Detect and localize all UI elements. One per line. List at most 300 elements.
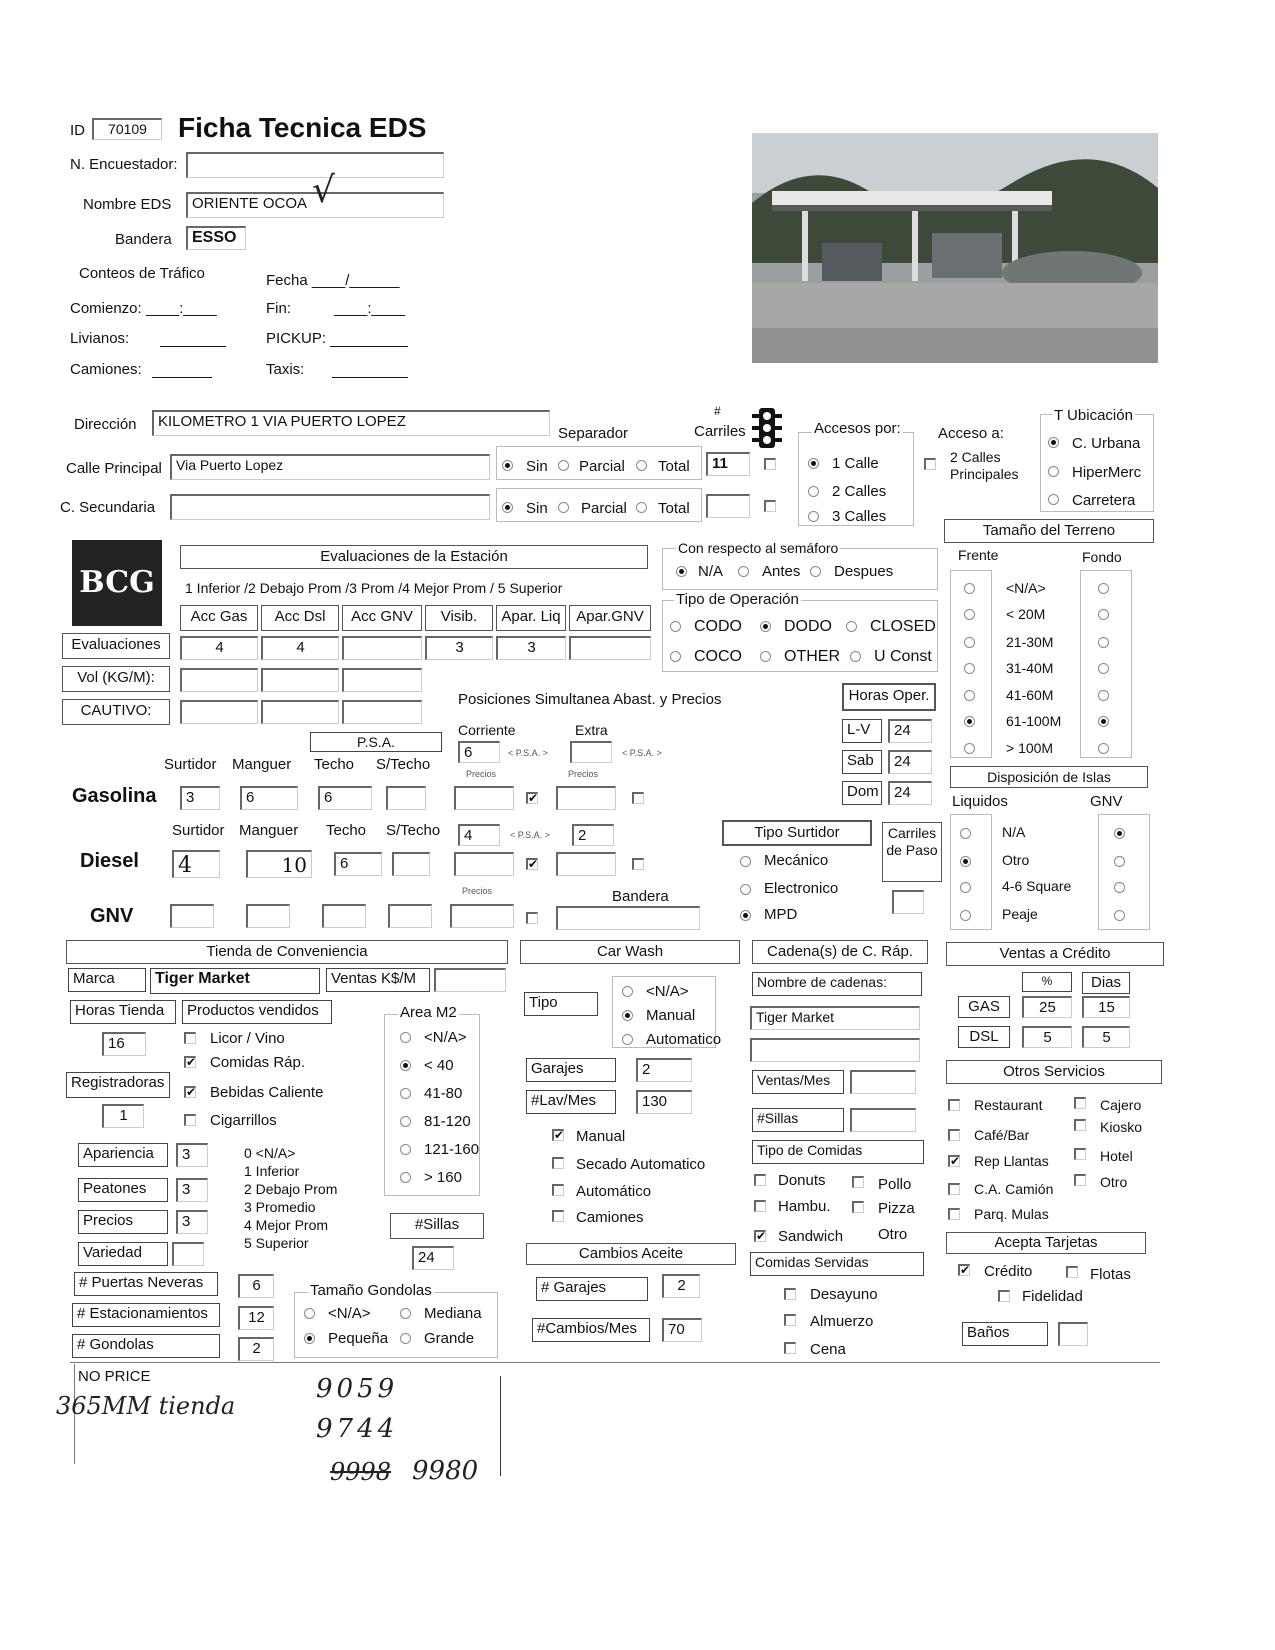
eval-apar-liq[interactable]: 3 [496,636,566,660]
islas-liq-box [950,814,992,930]
carriles-field-2[interactable] [706,494,750,518]
gas-head-stecho: S/Techo [376,756,431,773]
note-hand-5: 9980 [412,1456,479,1486]
garajes-field[interactable]: 2 [636,1058,692,1082]
terreno-option-2: 21-30M [1006,634,1054,650]
note-hand-bracket [500,1376,503,1476]
credito-pct-header: % [1022,972,1072,992]
radio-carretera[interactable] [1048,494,1059,505]
horas-dom-field[interactable]: 24 [888,781,932,805]
checkbox-pizza[interactable] [852,1201,864,1213]
semaforo-title: Con respecto al semáforo [678,540,839,556]
terreno-option-6: > 100M [1006,740,1054,756]
radio-semaforo-na[interactable] [676,566,687,577]
radio-islas-gnv-1[interactable] [1114,856,1125,867]
otros-left-2: Rep Llantas [974,1153,1049,1169]
radio-islas-liq-1[interactable] [960,856,971,867]
checkbox-cw-manual[interactable]: ✔ [554,1128,565,1142]
radio-frente-0[interactable] [964,583,975,594]
acceso-a-option: 2 Calles Principales [950,449,1019,482]
radio-u-const[interactable] [850,651,861,662]
radio-frente-5[interactable] [964,716,975,727]
radio-carwash-automatico[interactable] [622,1034,633,1045]
otros-right-1: Kiosko [1100,1119,1143,1135]
bandera-field[interactable]: ESSO [186,226,246,250]
fin-blank: ____:____ [334,300,405,317]
dsl-surtidor[interactable]: 4 [172,850,220,878]
pickup-label: PICKUP: [266,330,327,347]
variedad-field[interactable] [172,1242,204,1266]
aceite-title: Cambios Aceite [526,1243,736,1265]
marca-label: Marca [68,968,146,992]
col-acc-gnv: Acc GNV [342,605,422,631]
station-photo [752,133,1158,363]
carriles-checkbox-1[interactable] [764,458,776,470]
radio-parcial-1[interactable] [558,460,569,471]
radio-frente-1[interactable] [964,609,975,620]
credito-dsl-pct[interactable]: 5 [1022,1026,1072,1048]
carriles-paso-field[interactable] [892,890,924,914]
radio-fondo-0[interactable] [1098,583,1109,594]
gnv-surtidor[interactable] [170,904,214,928]
gnv-manguer[interactable] [246,904,290,928]
traffic-light-icon [752,408,782,448]
sillas-tienda-label: #Sillas [390,1213,484,1239]
dsl-head-techo: Techo [326,822,367,839]
comidas-servidas-label: Comidas Servidas [750,1252,924,1276]
gondolas-label: # Gondolas [72,1334,220,1358]
cadena-nombre-field-2[interactable] [750,1038,920,1062]
radio-codo[interactable] [670,621,681,632]
area-option-2: 41-80 [424,1085,463,1102]
area-title: Area M2 [400,1004,457,1021]
area-option-1: < 40 [424,1057,454,1074]
psa-small-3: < P.S.A. > [510,830,550,840]
psa-corriente-gas[interactable]: 6 [458,741,500,763]
nombre-field[interactable]: ORIENTE OCOA [186,192,444,218]
cadena-nombre-label: Nombre de cadenas: [752,972,922,996]
checkbox-cw-secado[interactable] [552,1157,564,1169]
radio-frente-2[interactable] [964,637,975,648]
psa-extra-gas[interactable] [570,741,612,763]
estacionamientos-field[interactable]: 12 [238,1306,274,1330]
dsl-techo[interactable]: 6 [334,852,382,876]
note-hand-2: 9059 [316,1374,399,1404]
radio-frente-3[interactable] [964,663,975,674]
radio-mpd[interactable] [740,910,751,921]
aceite-garajes-label: # Garajes [536,1277,648,1301]
radio-closed[interactable] [846,621,857,632]
productos-label: Productos vendidos [182,1000,332,1024]
radio-fondo-3[interactable] [1098,663,1109,674]
comida-otro: Otro [878,1226,908,1243]
gas-stecho[interactable] [386,786,426,810]
checkbox-fidelidad[interactable] [998,1290,1010,1302]
radio-2-calles[interactable] [808,486,819,497]
cautivo-dsl[interactable] [261,700,339,724]
option-electronico: Electronico [764,880,839,897]
puertas-field[interactable]: 6 [238,1274,274,1298]
radio-1-calle[interactable] [808,458,819,469]
radio-c-urbana[interactable] [1048,437,1059,448]
islas-gnv: GNV [1090,793,1123,810]
cadena-sillas-label: #Sillas [752,1108,844,1132]
option-carretera: Carretera [1072,492,1136,509]
psa-extra-dsl[interactable]: 2 [572,824,614,846]
comida-pollo: Pollo [878,1176,912,1193]
lav-mes-field[interactable]: 130 [636,1090,692,1114]
fin-label: Fin: [266,300,292,317]
col-acc-gas: Acc Gas [180,605,258,631]
option-u-const: U Const [874,648,932,665]
radio-3-calles[interactable] [808,511,819,522]
otros-right-2: Hotel [1100,1148,1133,1164]
option-semaforo-antes: Antes [762,563,801,580]
radio-area-1[interactable] [400,1060,411,1071]
tipo-comidas-label: Tipo de Comidas [752,1140,924,1164]
radio-fondo-4[interactable] [1098,690,1109,701]
radio-area-2[interactable] [400,1088,411,1099]
evaluaciones-title: Evaluaciones de la Estación [180,545,648,569]
cautivo-gas[interactable] [180,700,258,724]
carriles-label: Carriles [694,423,746,440]
evaluaciones-scale: 1 Inferior /2 Debajo Prom /3 Prom /4 Mejor Prom / 5 Superior [185,580,563,596]
gnv-checkbox[interactable] [526,912,538,924]
horas-title: Horas Oper. [842,683,936,711]
radio-islas-liq-0[interactable] [960,828,971,839]
vol-gnv[interactable] [342,668,422,692]
producto-bebidas: Bebidas Caliente [210,1084,324,1101]
terreno-fondo: Fondo [1082,549,1122,565]
producto-licor: Licor / Vino [210,1030,285,1047]
diesel-label: Diesel [80,850,139,872]
gas-surtidor[interactable]: 3 [180,786,220,810]
credito-gas-dias[interactable]: 15 [1082,996,1130,1018]
checkbox-otros-right-3[interactable] [1074,1174,1086,1186]
checkbox-sandwich[interactable]: ✔ [756,1229,767,1243]
checkbox-otros-right-2[interactable] [1074,1148,1086,1160]
checkbox-bebidas[interactable]: ✔ [186,1085,197,1099]
notes-typed: NO PRICE [78,1368,151,1385]
credito-gas-label: GAS [958,996,1010,1018]
radio-gondola-na[interactable] [304,1308,315,1319]
dsl-checkbox-2[interactable] [632,858,644,870]
dsl-manguer[interactable]: 10 [246,850,312,878]
checkbox-otros-right-0[interactable] [1074,1097,1086,1109]
banos-field[interactable] [1058,1322,1088,1346]
dsl-checkbox-1[interactable]: ✔ [528,857,539,871]
gas-precio-corriente[interactable] [454,786,514,810]
dsl-precio-corriente[interactable] [454,852,514,876]
aceite-cambios-field[interactable]: 70 [662,1318,702,1342]
option-carwash-na: <N/A> [646,983,689,1000]
eval-acc-gnv[interactable] [342,636,422,660]
islas-option-3: Peaje [1002,906,1038,922]
gondolas-field[interactable]: 2 [238,1337,274,1361]
option-gondola-pequena: Pequeña [328,1330,389,1347]
radio-carwash-manual[interactable] [622,1010,633,1021]
option-other: OTHER [784,648,840,665]
extra-label: Extra [575,722,608,738]
option-semaforo-despues: Despues [834,563,894,580]
terreno-frente: Frente [958,547,999,563]
radio-islas-gnv-3[interactable] [1114,910,1125,921]
corriente-label: Corriente [458,722,516,738]
calle-secundaria-field[interactable] [170,494,490,520]
radio-area-3[interactable] [400,1116,411,1127]
gas-precio-extra[interactable] [556,786,616,810]
cadena-ventas-field[interactable] [850,1070,916,1094]
psa-small-2: < P.S.A. > [622,748,662,758]
otros-left-4: Parq. Mulas [974,1206,1049,1222]
radio-fondo-1[interactable] [1098,609,1109,620]
marca-field[interactable]: Tiger Market [150,968,320,994]
horas-lv-field[interactable]: 24 [888,719,932,743]
radio-gondola-pequena[interactable] [304,1333,315,1344]
gas-head-manguer: Manguer [232,756,292,773]
option-hipermerc: HiperMerc [1072,464,1142,481]
psa-small-1: < P.S.A. > [508,748,548,758]
note-hand-3: 9744 [316,1414,399,1444]
option-closed: CLOSED [870,618,936,635]
cadena-ventas-label: Ventas/Mes [752,1070,844,1094]
precios-field[interactable]: 3 [176,1210,208,1234]
radio-carwash-na[interactable] [622,986,633,997]
surtidor-title: Tipo Surtidor [722,820,872,846]
bandera-gnv-label: Bandera [612,888,669,905]
radio-semaforo-antes[interactable] [738,566,749,577]
radio-sin-1[interactable] [502,460,513,471]
col-apar-liq: Apar. Liq [496,605,566,631]
eval-acc-gas[interactable]: 4 [180,636,258,660]
posiciones-title: Posiciones Simultanea Abast. y Precios [458,691,722,708]
islas-liquidos: Liquidos [952,793,1008,810]
radio-total-1[interactable] [636,460,647,471]
ubicacion-title: T Ubicación [1054,407,1133,424]
psa-corriente-dsl[interactable]: 4 [458,824,500,846]
radio-islas-gnv-0[interactable] [1114,828,1125,839]
gnv-precio[interactable] [450,904,514,928]
option-c-urbana: C. Urbana [1072,435,1141,452]
comida-pizza: Pizza [878,1200,915,1217]
radio-gondola-mediana[interactable] [400,1308,411,1319]
radio-semaforo-despues[interactable] [810,566,821,577]
eval-acc-dsl[interactable]: 4 [261,636,339,660]
col-apar-gnv: Apar.GNV [569,605,651,631]
radio-hipermerc[interactable] [1048,466,1059,477]
checkbox-desayuno[interactable] [784,1288,796,1300]
checkbox-hambu[interactable] [754,1200,766,1212]
gas-techo[interactable]: 6 [318,786,372,810]
gnv-bandera-field[interactable] [556,906,700,930]
radio-mecanico[interactable] [740,856,751,867]
row-evaluaciones-label: Evaluaciones [62,633,170,659]
traffic-title: Conteos de Tráfico [79,265,205,282]
precios-small-3: Precios [462,886,493,896]
calle-principal-label: Calle Principal [66,460,162,477]
note-hand-4: 9998 [330,1458,392,1486]
tienda-title: Tienda de Conveniencia [66,940,508,964]
radio-area-4[interactable] [400,1144,411,1155]
note-hand-1: 365MM tienda [56,1392,236,1420]
accesos-title: Accesos por: [814,420,901,437]
option-mpd: MPD [764,906,798,923]
carwash-title: Car Wash [520,940,740,964]
checkbox-credito[interactable]: ✔ [960,1263,971,1277]
rating-scale: 0 <N/A> 1 Inferior 2 Debajo Prom 3 Promedio 4 Mejor Prom 5 Superior [244,1145,338,1251]
gas-checkbox-1[interactable]: ✔ [528,791,539,805]
cautivo-gnv[interactable] [342,700,422,724]
cw-service-automatico: Automático [576,1183,652,1200]
radio-area-5[interactable] [400,1172,411,1183]
peatones-label: Peatones [78,1178,168,1202]
comida-donuts: Donuts [778,1172,826,1189]
vol-gas[interactable] [180,668,258,692]
checkbox-pollo[interactable] [852,1176,864,1188]
banos-label: Baños [962,1322,1048,1346]
peatones-field[interactable]: 3 [176,1178,208,1202]
ventas-ksm-field[interactable] [434,968,506,992]
notes-divider [70,1362,1160,1363]
dsl-stecho[interactable] [392,852,430,876]
radio-frente-4[interactable] [964,690,975,701]
row-cautivo-label: CAUTIVO: [62,699,170,725]
eval-visib[interactable]: 3 [425,636,493,660]
radio-sin-2[interactable] [502,502,513,513]
checkbox-almuerzo[interactable] [784,1314,796,1326]
registradoras-field[interactable]: 1 [102,1104,144,1128]
variedad-label: Variedad [78,1242,168,1266]
terreno-option-0: <N/A> [1006,580,1046,596]
radio-fondo-6[interactable] [1098,743,1109,754]
radio-gondola-grande[interactable] [400,1333,411,1344]
otros-right-3: Otro [1100,1174,1128,1190]
gnv-stecho[interactable] [388,904,432,928]
radio-islas-liq-3[interactable] [960,910,971,921]
cw-service-manual: Manual [576,1128,626,1145]
credito-dsl-dias[interactable]: 5 [1082,1026,1130,1048]
gas-manguer[interactable]: 6 [240,786,298,810]
credito-dias-header: Dias [1082,972,1130,994]
checkbox-otros-left-3[interactable] [948,1183,960,1195]
radio-total-2[interactable] [636,502,647,513]
cadena-nombre-field[interactable]: Tiger Market [750,1006,920,1030]
sillas-tienda-field[interactable]: 24 [412,1246,454,1270]
islas-option-2: 4-6 Square [1002,878,1072,894]
option-sin-2: Sin [526,500,548,517]
producto-cigarrillos: Cigarrillos [210,1112,277,1129]
direccion-field[interactable]: KILOMETRO 1 VIA PUERTO LOPEZ [152,410,550,436]
separador-title: Separador [558,425,629,442]
checkbox-otros-left-1[interactable] [948,1129,960,1141]
operacion-title: Tipo de Operación [676,591,799,608]
radio-coco[interactable] [670,651,681,662]
checkbox-otros-left-2[interactable]: ✔ [950,1154,961,1168]
aceite-garajes-field[interactable]: 2 [662,1274,700,1298]
tarjeta-credito: Crédito [984,1263,1033,1280]
radio-fondo-2[interactable] [1098,637,1109,648]
option-sin-1: Sin [526,458,548,475]
checkbox-cw-camiones[interactable] [552,1210,564,1222]
gas-head-techo: Techo [314,756,355,773]
checkbox-donuts[interactable] [754,1174,766,1186]
checkbox-flotas[interactable] [1066,1266,1078,1278]
dsl-head-manguer: Manguer [239,822,299,839]
eval-apar-gnv[interactable] [569,636,651,660]
carriles-paso-label: Carriles de Paso [882,822,942,882]
radio-fondo-5[interactable] [1098,716,1109,727]
radio-electronico[interactable] [740,884,751,895]
terreno-option-4: 41-60M [1006,687,1054,703]
checkbox-otros-right-1[interactable] [1074,1119,1086,1131]
dsl-head-stecho: S/Techo [386,822,441,839]
otros-left-3: C.A. Camión [974,1181,1054,1197]
horas-sab-label: Sab [842,750,882,774]
radio-parcial-2[interactable] [558,502,569,513]
checkbox-licor[interactable] [184,1032,196,1044]
calle-principal-field[interactable]: Via Puerto Lopez [170,454,490,480]
encuestador-label: N. Encuestador: [70,156,178,173]
option-coco: COCO [694,648,742,665]
checkbox-cena[interactable] [784,1342,796,1354]
gas-checkbox-2[interactable] [632,792,644,804]
gas-head-surtidor: Surtidor [164,756,217,773]
horas-sab-field[interactable]: 24 [888,750,932,774]
carriles-checkbox-2[interactable] [764,500,776,512]
tarjeta-flotas: Flotas [1090,1266,1131,1283]
radio-other[interactable] [760,651,771,662]
radio-islas-liq-2[interactable] [960,882,971,893]
carriles-field[interactable]: 11 [706,452,750,476]
registradoras-label: Registradoras [66,1072,170,1098]
servida-cena: Cena [810,1341,846,1358]
checkbox-comidas[interactable]: ✔ [186,1055,197,1069]
dsl-head-surtidor: Surtidor [172,822,225,839]
radio-frente-6[interactable] [964,743,975,754]
option-gondola-na: <N/A> [328,1305,371,1322]
col-visib: Visib. [425,605,493,631]
acceso-a-title: Acceso a: [938,425,1004,442]
terreno-title: Tamaño del Terreno [944,519,1154,543]
checkbox-cigarrillos[interactable] [184,1114,196,1126]
apariencia-field[interactable]: 3 [176,1143,208,1167]
option-parcial-1: Parcial [579,458,625,475]
checkbox-cw-automatico[interactable] [552,1184,564,1196]
gnv-techo[interactable] [322,904,366,928]
acceso-a-checkbox[interactable] [924,458,936,470]
checkbox-otros-left-0[interactable] [948,1099,960,1111]
lav-mes-label: #Lav/Mes [526,1090,616,1114]
option-mecanico: Mecánico [764,852,829,869]
horas-tienda-field[interactable]: 16 [102,1032,146,1056]
cadena-sillas-field[interactable] [850,1108,916,1132]
taxis-label: Taxis: [266,361,305,378]
vol-dsl[interactable] [261,668,339,692]
otros-left-0: Restaurant [974,1097,1043,1113]
id-field[interactable]: 70109 [92,118,162,140]
terreno-option-1: < 20M [1006,606,1046,622]
dsl-precio-extra[interactable] [556,852,616,876]
radio-area-0[interactable] [400,1032,411,1043]
gondolas-size-group [294,1292,498,1358]
terreno-option-3: 31-40M [1006,660,1054,676]
radio-islas-gnv-2[interactable] [1114,882,1125,893]
area-option-5: > 160 [424,1169,462,1186]
bandera-label: Bandera [115,231,172,248]
credito-gas-pct[interactable]: 25 [1022,996,1072,1018]
radio-dodo[interactable] [760,621,771,632]
checkbox-otros-left-4[interactable] [948,1208,960,1220]
